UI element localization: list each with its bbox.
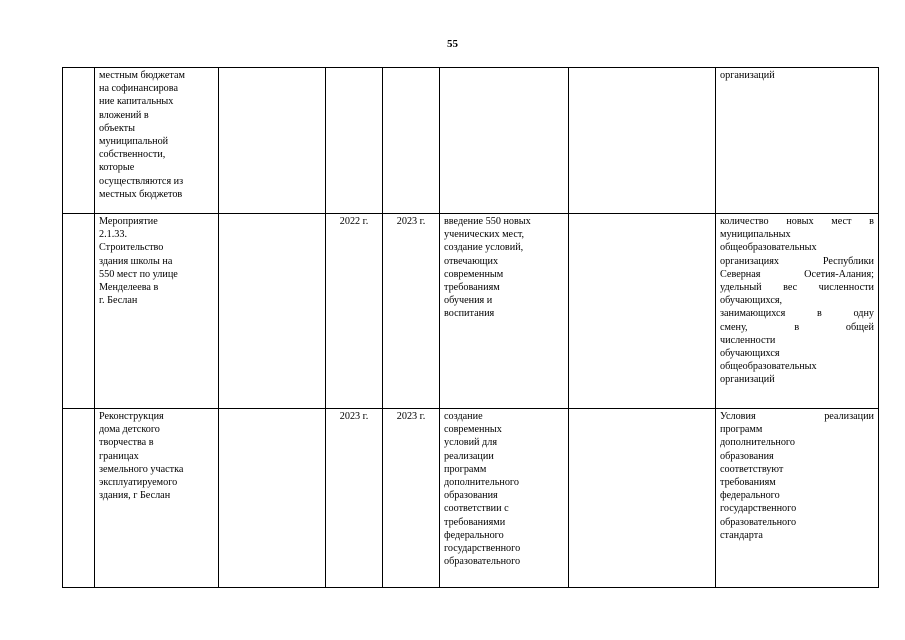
start-year-cell: 2022 г. <box>326 214 383 409</box>
program-activities-table <box>62 67 879 588</box>
consequences-cell <box>569 409 716 588</box>
expected-result-cell: создание современных условий для реализации программ дополнительного образования соответствии с требованиями федерального государственного образовательного <box>440 409 569 588</box>
end-year-cell: 2023 г. <box>383 214 440 409</box>
consequences-cell <box>569 214 716 409</box>
executor-cell <box>219 409 326 588</box>
activity-cell: Мероприятие 2.1.33. Строительство здания школы на 550 мест по улице Менделеева в г. Беслан <box>95 214 219 409</box>
consequences-cell <box>569 68 716 214</box>
table-row <box>63 68 879 214</box>
indicators-cell: организаций <box>716 68 879 214</box>
row-number-cell <box>63 214 95 409</box>
row-number-cell <box>63 68 95 214</box>
table-row <box>63 214 879 409</box>
executor-cell <box>219 68 326 214</box>
page-number: 55 <box>447 38 458 50</box>
end-year-cell <box>383 68 440 214</box>
activity-cell: Реконструкция дома детского творчества в границах земельного участка эксплуатируемого здания, г Беслан <box>95 409 219 588</box>
executor-cell <box>219 214 326 409</box>
expected-result-cell <box>440 68 569 214</box>
activity-cell: местным бюджетам на софинансирова ние капитальных вложений в объекты муниципальной собственности, которые осуществляются из местных бюджетов <box>95 68 219 214</box>
row-number-cell <box>63 409 95 588</box>
end-year-cell: 2023 г. <box>383 409 440 588</box>
indicators-cell: Условия реализации программ дополнительного образования соответствуют требованиям федерального государственного образовательного стандарта <box>716 409 879 588</box>
table-row <box>63 409 879 588</box>
start-year-cell <box>326 68 383 214</box>
start-year-cell: 2023 г. <box>326 409 383 588</box>
indicators-cell: количество новых мест в муниципальных общеобразовательных организациях Республики Северная Осетия-Алания; удельный вес численности обучающихся, занимающихся в одну смену, в общей численности обучающихся общеобразовательных организаций <box>716 214 879 409</box>
expected-result-cell: введение 550 новых ученических мест, создание условий, отвечающих современным требованиям обучения и воспитания <box>440 214 569 409</box>
